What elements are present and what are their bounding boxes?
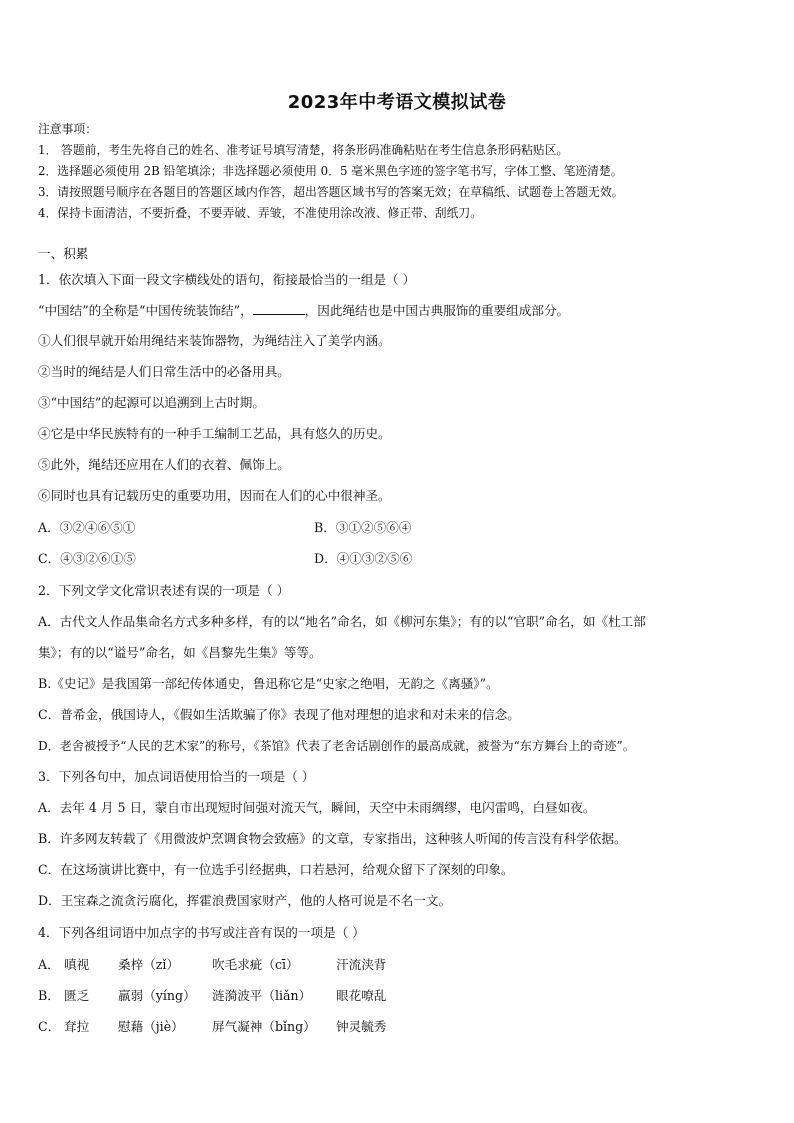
section-heading: 一、积累	[38, 246, 89, 261]
q1-passage-after: ，因此绳结也是中国古典服饰的重要组成部分。	[304, 303, 570, 318]
q1-passage	[38, 302, 569, 319]
q4-row-b-term-3: 涟漪波平（liǎn）	[212, 988, 312, 1003]
q2-option-a: A．古代文人作品集命名方式多种多样，有的以“地名”命名，如《柳河东集》；有的以“官职”命名，如《杜工部	[38, 614, 646, 629]
q1-stem: 1．依次填入下面一段文字横线处的语句，衔接最恰当的一组是（ ）	[38, 272, 416, 287]
q4-row-b-term-1: 匮乏	[64, 988, 90, 1003]
q4-row-c-term-4: 钟灵毓秀	[336, 1019, 387, 1034]
q3-stem: 3．下列各句中，加点词语使用恰当的一项是（ ）	[38, 769, 315, 784]
notice-item-4: 4．保持卡面清洁，不要折叠，不要弄破、弄皱，不准使用涂改液、修正带、刮纸刀。	[38, 206, 482, 220]
notice-heading: 注意事项：	[38, 122, 97, 136]
q1-option-c: C．④③②⑥①⑤	[38, 551, 136, 566]
q1-option-d: D．④①③②⑤⑥	[314, 551, 413, 566]
q2-option-b: B.《史记》是我国第一部纪传体通史，鲁迅称它是“史家之绝唱，无韵之《离骚》”。	[38, 676, 499, 691]
q3-option-a: A．去年 4 月 5 日，蒙自市出现短时间强对流天气，瞬间，天空中未雨绸缪，电闪雷鸣，白昼如夜。	[38, 800, 596, 815]
q4-stem: 4．下列各组词语中加点字的书写或注音有误的一项是（ ）	[38, 925, 365, 940]
q4-row-c-label: C．	[38, 1019, 61, 1034]
q4-row-a-term-3: 吹毛求疵（cī）	[212, 957, 299, 972]
q4-row-b-term-2: 羸弱（yíng）	[118, 988, 196, 1003]
q4-row-b-term-4: 眼花嘹乱	[336, 988, 387, 1003]
q2-option-a-cont: 集》；有的以“谥号”命名，如《昌黎先生集》等等。	[38, 645, 322, 660]
q1-item-4: ④它是中华民族特有的一种手工编制工艺品，具有悠久的历史。	[38, 426, 391, 441]
q1-option-b: B．③①②⑤⑥④	[314, 520, 412, 535]
notice-item-3: 3．请按照题号顺序在各题目的答题区域内作答，超出答题区域书写的答案无效；在草稿纸、试题卷上答题无效。	[38, 185, 624, 199]
q4-row-c-term-1: 耷拉	[64, 1019, 90, 1034]
q1-item-1: ①人们很早就开始用绳结来装饰器物，为绳结注入了美学内涵。	[38, 333, 391, 348]
q4-row-c-term-3: 屏气凝神（bǐng）	[212, 1019, 316, 1034]
q1-passage-before: “中国结”的全称是“中国传统装饰结”，	[38, 303, 253, 318]
q4-row-c-term-2: 慰藉（jiè）	[118, 1019, 184, 1034]
page-title: 2023年中考语文模拟试卷	[287, 92, 507, 113]
q4-row-a-label: A．	[38, 957, 60, 972]
q2-option-d: D．老舍被授予“人民的艺术家”的称号，《茶馆》代表了老舍话剧创作的最高成就，被誉为“东方舞台上的奇迹”。	[38, 739, 635, 753]
q3-option-b: B．许多网友转载了《用微波炉烹调食物会致癌》的文章，专家指出，这种骇人听闻的传言没有科学依据。	[38, 831, 627, 846]
q1-blank	[253, 302, 305, 315]
q3-option-d: D．王宝森之流贪污腐化，挥霍浪费国家财产，他的人格可说是不名一文。	[38, 893, 452, 908]
q1-item-6: ⑥同时也具有记载历史的重要功用，因而在人们的心中很神圣。	[38, 488, 391, 503]
q3-option-c: C．在这场演讲比赛中，有一位选手引经据典，口若悬河，给观众留下了深刻的印象。	[38, 862, 514, 877]
q2-stem: 2．下列文学文化常识表述有误的一项是（ ）	[38, 583, 290, 598]
q4-row-a-term-4: 汗流浃背	[336, 957, 387, 972]
notice-item-2: 2．选择题必须使用 2B 铅笔填涂；非选择题必须使用 0．5 毫米黑色字迹的签字笔书写，字体工整、笔迹清楚。	[38, 164, 623, 178]
q1-item-5: ⑤此外，绳结还应用在人们的衣着、佩饰上。	[38, 457, 290, 472]
notice-item-1: 1． 答题前，考生先将自己的姓名、准考证号填写清楚，将条形码准确粘贴在考生信息条形码粘贴区。	[38, 143, 569, 157]
q2-option-c: C．普希金，俄国诗人，《假如生活欺骗了你》表现了他对理想的追求和对未来的信念。	[38, 707, 520, 722]
q4-row-a-term-2: 桑梓（zǐ）	[118, 957, 180, 972]
q1-item-3: ③“中国结”的起源可以追溯到上古时期。	[38, 395, 265, 410]
q1-item-2: ②当时的绳结是人们日常生活中的必备用具。	[38, 364, 290, 379]
q4-row-b-label: B．	[38, 988, 60, 1003]
q1-option-a: A．③②④⑥⑤①	[38, 520, 136, 535]
q4-row-a-term-1: 嗔视	[64, 957, 90, 972]
